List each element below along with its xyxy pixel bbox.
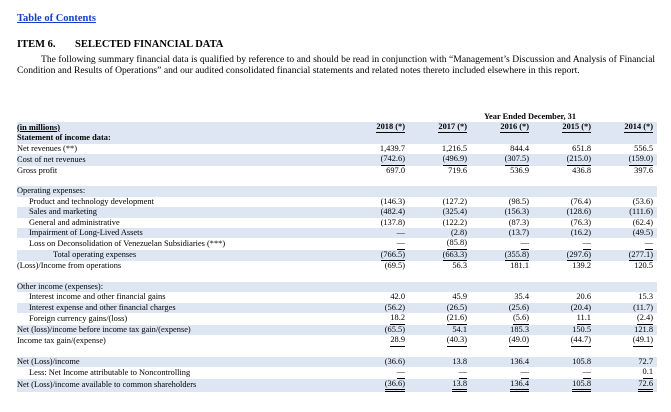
value-cell: (277.1) bbox=[595, 250, 657, 261]
value-cell: (56.2) bbox=[347, 303, 409, 313]
value-cell: 719.6 bbox=[448, 165, 467, 175]
value-cell: (40.3) bbox=[409, 335, 471, 346]
intro-paragraph: The following summary financial data is qualified by reference to and should be read in conjunction with “Management’s Discussion and Analysis of Financial Condition and Results of Operations” and our audited consolidated financial statements and related notes thereto included elsewhere in this report. bbox=[17, 54, 655, 77]
value-cell: 13.8 bbox=[409, 379, 471, 392]
value-cell: (53.6) bbox=[632, 196, 653, 206]
value-cell bbox=[533, 133, 595, 143]
table-row bbox=[17, 144, 657, 154]
value-cell: (2.4) bbox=[595, 313, 657, 324]
value-cell: 397.6 bbox=[634, 165, 653, 175]
row-label: Other income (expenses): bbox=[17, 282, 347, 292]
value-cell bbox=[409, 133, 471, 143]
value-cell: (482.4) bbox=[347, 207, 409, 217]
value-cell: — bbox=[595, 238, 657, 249]
table-row bbox=[17, 207, 657, 217]
selected-financial-data-table bbox=[17, 122, 657, 392]
value-cell: (159.0) bbox=[595, 154, 657, 165]
value-cell: (325.4) bbox=[409, 207, 471, 217]
value-cell: (5.6) bbox=[471, 313, 533, 324]
value-cell: (355.8) bbox=[471, 250, 533, 261]
value-cell: (146.3) bbox=[380, 196, 405, 206]
value-cell: (111.6) bbox=[595, 207, 657, 217]
table-header-row bbox=[17, 122, 657, 133]
value-cell: 120.5 bbox=[634, 261, 653, 271]
value-cell: 1,216.5 bbox=[441, 143, 467, 153]
value-cell: 72.6 bbox=[595, 379, 657, 392]
table-row bbox=[17, 154, 657, 165]
row-label: Interest income and other financial gains bbox=[29, 292, 166, 302]
value-cell: (20.4) bbox=[533, 303, 595, 313]
value-cell: (122.2) bbox=[442, 217, 467, 227]
value-cell: 18.2 bbox=[347, 313, 409, 324]
value-cell: (98.5) bbox=[508, 196, 529, 206]
value-cell: 436.8 bbox=[572, 165, 591, 175]
value-cell bbox=[347, 282, 409, 292]
value-cell: 72.7 bbox=[595, 357, 657, 367]
value-cell: 105.8 bbox=[533, 357, 595, 367]
value-cell: 185.3 bbox=[471, 325, 533, 335]
value-cell bbox=[533, 282, 595, 292]
value-cell: 20.6 bbox=[576, 292, 591, 302]
value-cell: (156.3) bbox=[471, 207, 533, 217]
value-cell: (21.6) bbox=[409, 313, 471, 324]
value-cell: 105.8 bbox=[533, 379, 595, 392]
value-cell: 54.1 bbox=[409, 325, 471, 335]
table-row bbox=[17, 261, 657, 271]
spacer-row bbox=[17, 176, 657, 186]
value-cell: (26.5) bbox=[409, 303, 471, 313]
value-cell bbox=[409, 282, 471, 292]
value-cell: 536.9 bbox=[510, 165, 529, 175]
value-cell: (76.4) bbox=[570, 196, 591, 206]
value-cell: 11.1 bbox=[533, 313, 595, 324]
value-cell: (127.2) bbox=[442, 196, 467, 206]
table-row bbox=[17, 282, 657, 292]
value-cell: (2.8) bbox=[409, 228, 471, 238]
value-cell: 42.0 bbox=[390, 292, 405, 302]
item-title: SELECTED FINANCIAL DATA bbox=[75, 39, 224, 50]
year-column-header: 2014 (*) bbox=[595, 122, 657, 133]
row-label: Loss on Deconsolidation of Venezuelan Subsidiaries (***) bbox=[29, 238, 226, 248]
value-cell: (215.0) bbox=[533, 154, 595, 165]
value-cell: 139.2 bbox=[572, 261, 591, 271]
value-cell: 181.1 bbox=[510, 261, 529, 271]
value-cell: (496.9) bbox=[409, 154, 471, 165]
row-label: Net (Loss)/income available to common shareholders bbox=[17, 379, 347, 392]
value-cell bbox=[471, 133, 533, 143]
value-cell: (307.5) bbox=[471, 154, 533, 165]
value-cell: (663.3) bbox=[409, 250, 471, 261]
table-row bbox=[17, 379, 657, 392]
row-label: Statement of income data: bbox=[17, 133, 347, 143]
year-column-header: 2015 (*) bbox=[533, 122, 595, 133]
value-cell: 150.5 bbox=[533, 325, 595, 335]
table-row bbox=[17, 303, 657, 313]
row-label: Net revenues (**) bbox=[17, 143, 77, 153]
spacer-row bbox=[17, 347, 657, 357]
section-heading bbox=[17, 39, 223, 50]
table-row bbox=[17, 228, 657, 238]
value-cell: (742.6) bbox=[347, 154, 409, 165]
value-cell: 121.8 bbox=[595, 325, 657, 335]
value-cell: 28.9 bbox=[347, 335, 409, 346]
table-of-contents-link[interactable]: Table of Contents bbox=[17, 13, 96, 24]
spacer-row bbox=[17, 272, 657, 282]
value-cell: 56.3 bbox=[452, 261, 467, 271]
value-cell: (137.8) bbox=[380, 217, 405, 227]
value-cell: — bbox=[347, 367, 409, 378]
value-cell bbox=[533, 186, 595, 196]
value-cell bbox=[347, 133, 409, 143]
value-cell bbox=[471, 282, 533, 292]
value-cell: (49.1) bbox=[595, 335, 657, 346]
value-cell: 35.4 bbox=[514, 292, 529, 302]
value-cell: (49.0) bbox=[471, 335, 533, 346]
value-cell: (85.8) bbox=[409, 238, 471, 249]
value-cell bbox=[347, 186, 409, 196]
value-cell: (36.6) bbox=[347, 357, 409, 367]
value-cell: — bbox=[533, 367, 595, 378]
table-row bbox=[17, 335, 657, 346]
table-row bbox=[17, 325, 657, 335]
row-label: Income tax gain/(expense) bbox=[17, 335, 106, 345]
value-cell: (297.6) bbox=[533, 250, 595, 261]
row-label: General and administrative bbox=[29, 217, 120, 227]
value-cell: (44.7) bbox=[533, 335, 595, 346]
table-row bbox=[17, 357, 657, 367]
table-row bbox=[17, 166, 657, 176]
row-label: Net (loss)/income before income tax gain/(expense) bbox=[17, 325, 347, 335]
value-cell: 556.5 bbox=[634, 143, 653, 153]
value-cell: (87.3) bbox=[508, 217, 529, 227]
row-label: Sales and marketing bbox=[17, 207, 347, 217]
value-cell: — bbox=[347, 228, 409, 238]
row-label: (Loss)/Income from operations bbox=[17, 261, 122, 271]
value-cell: (76.3) bbox=[570, 217, 591, 227]
value-cell: 697.0 bbox=[386, 165, 405, 175]
value-cell: (16.2) bbox=[533, 228, 595, 238]
value-cell: (766.5) bbox=[347, 250, 409, 261]
row-label: Cost of net revenues bbox=[17, 154, 347, 165]
value-cell: 1,439.7 bbox=[379, 143, 405, 153]
value-cell: (128.6) bbox=[533, 207, 595, 217]
units-label: (in millions) bbox=[17, 122, 347, 133]
value-cell: 651.8 bbox=[572, 143, 591, 153]
table-row bbox=[17, 250, 657, 261]
row-label: Impairment of Long-Lived Assets bbox=[17, 228, 347, 238]
table-row bbox=[17, 197, 657, 207]
value-cell: 0.1 bbox=[595, 367, 657, 378]
value-cell bbox=[409, 186, 471, 196]
value-cell: (36.6) bbox=[347, 379, 409, 392]
value-cell: 13.8 bbox=[409, 357, 471, 367]
table-row bbox=[17, 292, 657, 302]
value-cell: 844.4 bbox=[510, 143, 529, 153]
row-label: Total operating expenses bbox=[17, 250, 347, 261]
item-number: ITEM 6. bbox=[17, 39, 56, 50]
value-cell: — bbox=[471, 367, 533, 378]
value-cell: — bbox=[471, 238, 533, 249]
value-cell: (25.6) bbox=[471, 303, 533, 313]
row-label: Foreign currency gains/(loss) bbox=[29, 313, 128, 323]
year-column-header: 2016 (*) bbox=[471, 122, 533, 133]
value-cell: — bbox=[533, 238, 595, 249]
value-cell bbox=[595, 186, 657, 196]
row-label: Product and technology development bbox=[29, 196, 154, 206]
value-cell: 136.4 bbox=[471, 357, 533, 367]
value-cell: (13.7) bbox=[471, 228, 533, 238]
row-label: Operating expenses: bbox=[17, 186, 347, 196]
table-row bbox=[17, 313, 657, 324]
table-row bbox=[17, 218, 657, 228]
value-cell: (65.5) bbox=[347, 325, 409, 335]
value-cell: 45.9 bbox=[452, 292, 467, 302]
value-cell: 136.4 bbox=[471, 379, 533, 392]
row-label: Less: Net Income attributable to Noncontrolling bbox=[29, 367, 191, 377]
value-cell: — bbox=[347, 238, 409, 249]
year-ended-header: Year Ended December, 31 bbox=[405, 112, 655, 123]
year-column-header: 2018 (*) bbox=[347, 122, 409, 133]
row-label: Net (Loss)/income bbox=[17, 357, 347, 367]
row-label: Interest expense and other financial charges bbox=[17, 303, 347, 313]
value-cell: — bbox=[409, 367, 471, 378]
table-row bbox=[17, 238, 657, 249]
year-column-header: 2017 (*) bbox=[409, 122, 471, 133]
table-row bbox=[17, 367, 657, 378]
row-label: Gross profit bbox=[17, 165, 58, 175]
value-cell bbox=[595, 282, 657, 292]
value-cell: (69.5) bbox=[384, 261, 405, 271]
value-cell: 15.3 bbox=[638, 292, 653, 302]
value-cell: (11.7) bbox=[595, 303, 657, 313]
table-row bbox=[17, 133, 657, 143]
table-row bbox=[17, 186, 657, 196]
value-cell bbox=[471, 186, 533, 196]
value-cell bbox=[595, 133, 657, 143]
value-cell: (49.5) bbox=[595, 228, 657, 238]
value-cell: (62.4) bbox=[632, 217, 653, 227]
